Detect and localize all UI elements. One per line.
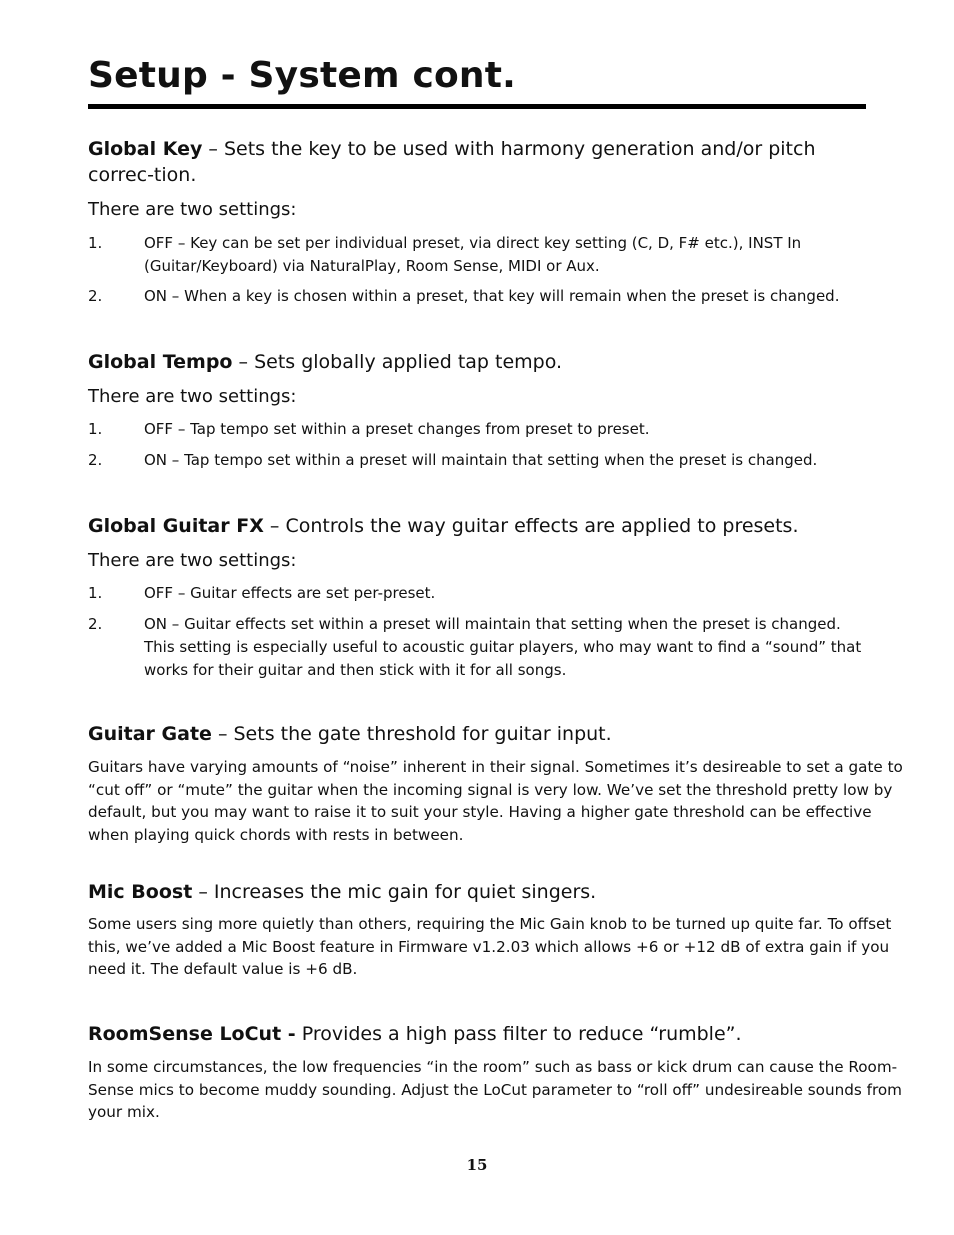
global-tempo-description: – Sets globally applied tap tempo. (232, 351, 563, 373)
global-key-term: Global Key (88, 138, 203, 160)
list-item-number: 1. (88, 584, 103, 602)
guitar-gate-body: Guitars have varying amounts of “noise” inherent in their signal. Sometimes it’s desireable to set a gate to “cut off” or “mute” the guitar when the incoming signal is very low. We’ve set the threshold pretty low by default, but you may want to raise it to suit your style. Having a higher gate threshold can be effective when playing quick chords with rests in between. (88, 758, 903, 844)
roomsense-locut-term: RoomSense LoCut - (88, 1023, 296, 1045)
list-item-number: 2. (88, 615, 103, 633)
global-key-intro: There are two settings: (88, 199, 297, 220)
mic-boost-heading (88, 879, 858, 905)
list-item (88, 613, 868, 682)
guitar-gate-term: Guitar Gate (88, 723, 212, 745)
guitar-gate-description: – Sets the gate threshold for guitar input. (211, 723, 612, 745)
mic-boost-body: Some users sing more quietly than others, requiring the Mic Gain knob to be turned up quite far. To offset this, we’ve added a Mic Boost feature in Firmware v1.2.03 which allows +6 or +12 dB of extra gain if you need it. The default value is +6 dB. (88, 915, 892, 978)
global-key-heading (88, 136, 858, 188)
list-item-number: 2. (88, 287, 103, 305)
list-item-text: ON – Tap tempo set within a preset will maintain that setting when the preset is changed. (144, 451, 818, 469)
mic-boost-term: Mic Boost (88, 881, 193, 903)
page-number: 15 (466, 1156, 488, 1174)
global-tempo-intro: There are two settings: (88, 386, 297, 407)
roomsense-locut-heading (88, 1021, 858, 1047)
list-item (88, 582, 868, 605)
title-rule (88, 104, 866, 109)
global-tempo-heading (88, 349, 858, 375)
global-tempo-term: Global Tempo (88, 351, 233, 373)
global-guitar-fx-term: Global Guitar FX (88, 515, 264, 537)
list-item-number: 1. (88, 234, 103, 252)
list-item (88, 449, 868, 472)
list-item-number: 2. (88, 451, 103, 469)
global-guitar-fx-heading (88, 513, 858, 539)
mic-boost-description: – Increases the mic gain for quiet singers. (192, 881, 597, 903)
list-item-text: OFF – Guitar effects are set per-preset. (144, 584, 436, 602)
list-item-text: OFF – Tap tempo set within a preset changes from preset to preset. (144, 420, 650, 438)
page-title: Setup - System cont. (88, 55, 517, 96)
list-item-text: OFF – Key can be set per individual preset, via direct key setting (C, D, F# etc.), INST In (Guitar/Keyboard) via NaturalPlay, Room Sense, MIDI or Aux. (144, 234, 802, 275)
list-item-number: 1. (88, 420, 103, 438)
list-item (88, 285, 868, 308)
global-guitar-fx-description: – Controls the way guitar effects are applied to presets. (263, 515, 799, 537)
roomsense-locut-description: Provides a high pass filter to reduce “rumble”. (295, 1023, 742, 1045)
global-key-description: – Sets the key to be used with harmony generation and/or pitch correc-tion. (88, 138, 816, 186)
list-item (88, 232, 868, 278)
list-item-text: ON – Guitar effects set within a preset will maintain that setting when the preset is changed. This setting is especially useful to acoustic guitar players, who may want to find a “sound” that works for their guitar and then stick with it for all songs. (144, 615, 862, 679)
list-item-text: ON – When a key is chosen within a preset, that key will remain when the preset is changed. (144, 287, 840, 305)
roomsense-locut-body: In some circumstances, the low frequencies “in the room” such as bass or kick drum can cause the Room-Sense mics to become muddy sounding. Adjust the LoCut parameter to “roll off” undesireable sounds from your mix. (88, 1058, 902, 1121)
list-item (88, 418, 868, 441)
guitar-gate-heading (88, 721, 858, 747)
global-guitar-fx-intro: There are two settings: (88, 550, 297, 571)
